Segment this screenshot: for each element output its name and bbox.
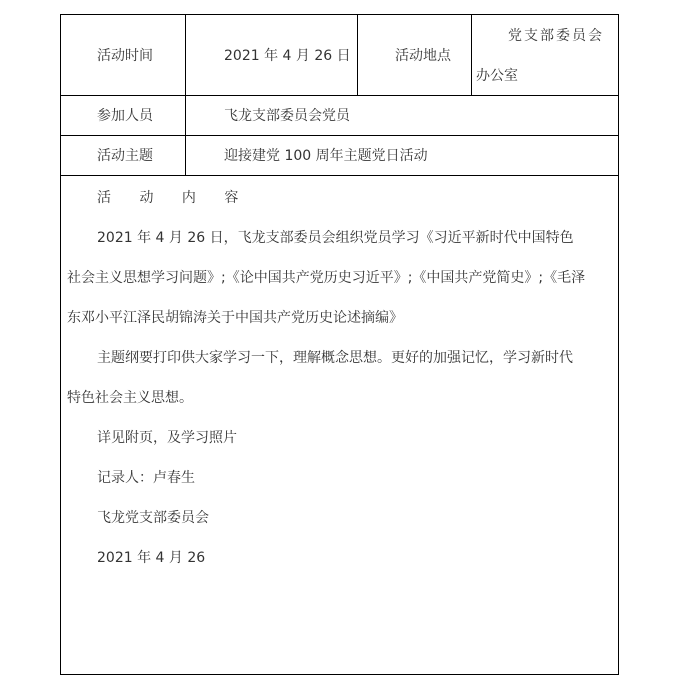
date-line: 2021 年 4 月 26 [97,550,206,566]
activity-record-table [60,14,619,675]
theme-label: 活动主题 [97,148,153,164]
content-line: 2021 年 4 月 26 日，飞龙支部委员会组织党员学习《习近平新时代中国特色 [97,230,574,246]
participants-value: 飞龙支部委员会党员 [224,108,350,124]
place-label: 活动地点 [395,48,451,64]
time-label: 活动时间 [97,48,153,64]
participants-label: 参加人员 [97,108,153,124]
content-line: 主题纲要打印供大家学习一下，理解概念思想。更好的加强记忆，学习新时代 [97,350,573,366]
theme-value: 迎接建党 100 周年主题党日活动 [224,148,428,164]
recorder-line: 记录人：卢春生 [97,470,195,486]
content-line: 详见附页，及学习照片 [97,430,237,446]
place-value-line2: 办公室 [476,68,518,84]
time-value: 2021 年 4 月 26 日 [224,48,351,64]
row-divider-3 [61,175,618,176]
column-divider-time-value [357,15,358,95]
column-divider-place-label [471,15,472,95]
organization-line: 飞龙党支部委员会 [97,510,209,526]
content-line: 社会主义思想学习问题》;《论中国共产党历史习近平》;《中国共产党简史》;《毛泽 [67,270,586,286]
content-line: 东邓小平江泽民胡锦涛关于中国共产党历史论述摘编》 [67,310,403,326]
column-divider-label [185,15,186,175]
place-value-line1: 党支部委员会 [508,28,604,44]
content-line: 特色社会主义思想。 [67,390,193,406]
row-divider-1 [61,95,618,96]
row-divider-2 [61,135,618,136]
content-heading: 活 动 内 容 [97,190,251,206]
